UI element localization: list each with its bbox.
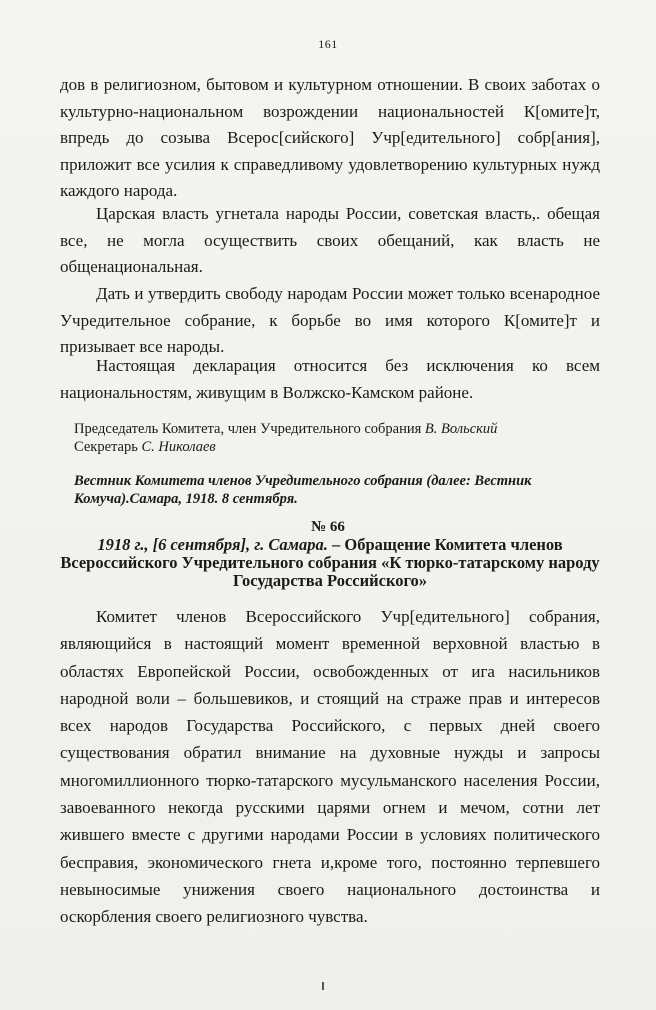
paragraph-1: дов в религиозном, бытовом и культурном отношении. В своих заботах о культурно-национальном возрождении национальностей К[омите]т, впредь до созыва Всерос[сийского] Учр[едительного] собр[ания], приложит все усилия к справедливому удовлетворению культурных нужд каждого народа. [60, 75, 600, 200]
signature-secretary-title: Секретарь [74, 439, 138, 455]
paragraph-2: Царская власть угнетала народы России, советская власть,. обещая все, не могла осуществить своих обещаний, как власть не общенациональная. [60, 204, 600, 276]
signature-secretary-name: С. Николаев [141, 439, 216, 455]
signature-chairman-title: Председатель Комитета, член Учредительного собрания [74, 421, 422, 437]
document-date-place: 1918 г., [6 сентября], г. Самара. [97, 535, 328, 554]
signature-secretary [74, 437, 600, 457]
signature-chairman-name: В. Вольский [424, 421, 498, 437]
paragraph-3: Дать и утвердить свободу народам России может только всенародное Учредительное собрание, к борьбе во имя которого К[омите]т и призывает все народы. [60, 284, 600, 356]
document-heading [60, 536, 600, 590]
main-text: Комитет членов Всероссийского Учр[едительного] собрания, являющийся в настоящий момент временной верховной властью в областях Европейской России, освобожденных от ига насильников народной воли – большевиков, и стоящий на страже прав и интересов всех народов Государства Российского, с первых дней своего существования обратил внимание на духовные нужды и запросы многомиллионного тюрко-татарского мусульманского населения России, завоеванного некогда русскими царями огнем и мечом, сотни лет жившего вместе с другими народами России в условиях политического бесправия, экономического гнета и,кроме того, постоянно терпевшего невыносимые унижения своего национального достоинства и оскорбления своего религиозного чувства. [60, 607, 600, 927]
page-bottom-mark [322, 982, 324, 990]
document-number: № 66 [311, 519, 345, 535]
document-title: – Обращение Комитета членов Всероссийского Учредительного собрания «К тюрко-татарскому народу Государства Российского» [60, 535, 600, 590]
paragraph-4: Настоящая декларация относится без исключения ко всем национальностям, живущим в Волжско-Камском районе. [60, 356, 600, 402]
signature-chairman [74, 419, 600, 439]
source-citation: Вестник Комитета членов Учредительного собрания (далее: Вестник Комуча).Самара, 1918. 8 сентября. [74, 473, 532, 507]
page-number: 161 [318, 37, 338, 51]
